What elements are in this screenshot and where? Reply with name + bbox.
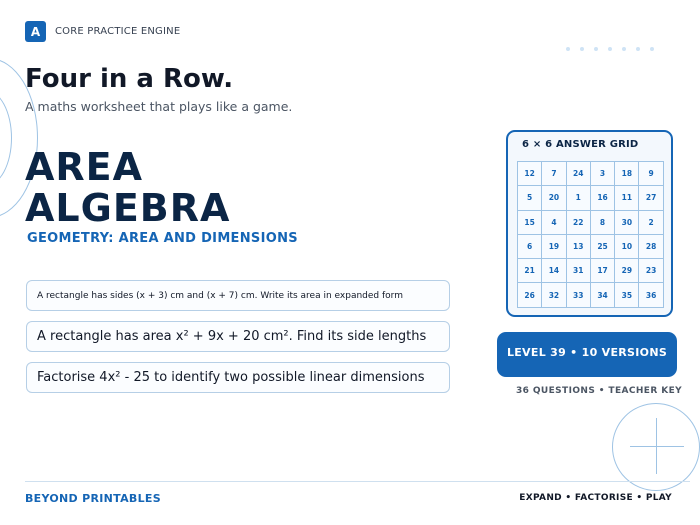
grid-cell[interactable]: 16 — [591, 186, 615, 210]
grid-cell[interactable]: 18 — [615, 162, 639, 186]
grid-cell[interactable]: 24 — [567, 162, 591, 186]
grid-cell[interactable]: 35 — [615, 283, 639, 307]
grid-cell[interactable]: 2 — [639, 211, 663, 235]
brand-logo-icon: A — [25, 21, 46, 42]
grid-cell[interactable]: 31 — [567, 259, 591, 283]
grid-cell[interactable]: 10 — [615, 235, 639, 259]
grid-cell[interactable]: 26 — [518, 283, 542, 307]
question-card[interactable]: Factorise 4x² - 25 to identify two possible linear dimensions — [26, 362, 450, 393]
topic-title-line1: AREA — [25, 145, 144, 189]
answer-grid-title: 6 × 6 ANSWER GRID — [522, 139, 639, 150]
grid-cell[interactable]: 8 — [591, 211, 615, 235]
grid-cell[interactable]: 19 — [542, 235, 566, 259]
page-title: Four in a Row. — [25, 64, 234, 94]
grid-cell[interactable]: 32 — [542, 283, 566, 307]
answer-grid-panel — [506, 130, 673, 317]
grid-cell[interactable]: 4 — [542, 211, 566, 235]
footer-divider — [25, 481, 690, 482]
grid-cell[interactable]: 28 — [639, 235, 663, 259]
grid-cell[interactable]: 12 — [518, 162, 542, 186]
grid-cell[interactable]: 25 — [591, 235, 615, 259]
grid-cell[interactable]: 20 — [542, 186, 566, 210]
grid-cell[interactable]: 30 — [615, 211, 639, 235]
grid-cell[interactable]: 36 — [639, 283, 663, 307]
brand-name: CORE PRACTICE ENGINE — [55, 26, 181, 37]
footer-tagline: EXPAND • FACTORISE • PLAY — [519, 493, 672, 503]
grid-cell[interactable]: 9 — [639, 162, 663, 186]
grid-cell[interactable]: 21 — [518, 259, 542, 283]
grid-cell[interactable]: 14 — [542, 259, 566, 283]
decorative-dots — [566, 47, 654, 51]
question-card[interactable]: A rectangle has area x² + 9x + 20 cm². Find its side lengths — [26, 321, 450, 352]
grid-cell[interactable]: 34 — [591, 283, 615, 307]
footer-brand: BEYOND PRINTABLES — [25, 492, 161, 505]
level-button[interactable]: LEVEL 39 • 10 VERSIONS — [497, 332, 677, 377]
grid-cell[interactable]: 27 — [639, 186, 663, 210]
grid-cell[interactable]: 29 — [615, 259, 639, 283]
plus-icon-horizontal — [630, 446, 684, 447]
page-subtitle: A maths worksheet that plays like a game. — [25, 99, 293, 114]
grid-cell[interactable]: 6 — [518, 235, 542, 259]
question-card[interactable]: A rectangle has sides (x + 3) cm and (x + 7) cm. Write its area in expanded form — [26, 280, 450, 311]
topic-subtitle: GEOMETRY: AREA AND DIMENSIONS — [27, 231, 298, 246]
grid-cell[interactable]: 22 — [567, 211, 591, 235]
brand — [25, 21, 180, 42]
topic-title-line2: ALGEBRA — [25, 186, 231, 230]
grid-cell[interactable]: 5 — [518, 186, 542, 210]
grid-cell[interactable]: 3 — [591, 162, 615, 186]
question-meta: 36 QUESTIONS • TEACHER KEY — [516, 386, 683, 396]
answer-grid — [517, 161, 664, 308]
grid-cell[interactable]: 23 — [639, 259, 663, 283]
grid-cell[interactable]: 13 — [567, 235, 591, 259]
grid-cell[interactable]: 11 — [615, 186, 639, 210]
grid-cell[interactable]: 1 — [567, 186, 591, 210]
grid-cell[interactable]: 33 — [567, 283, 591, 307]
grid-cell[interactable]: 15 — [518, 211, 542, 235]
grid-cell[interactable]: 7 — [542, 162, 566, 186]
grid-cell[interactable]: 17 — [591, 259, 615, 283]
